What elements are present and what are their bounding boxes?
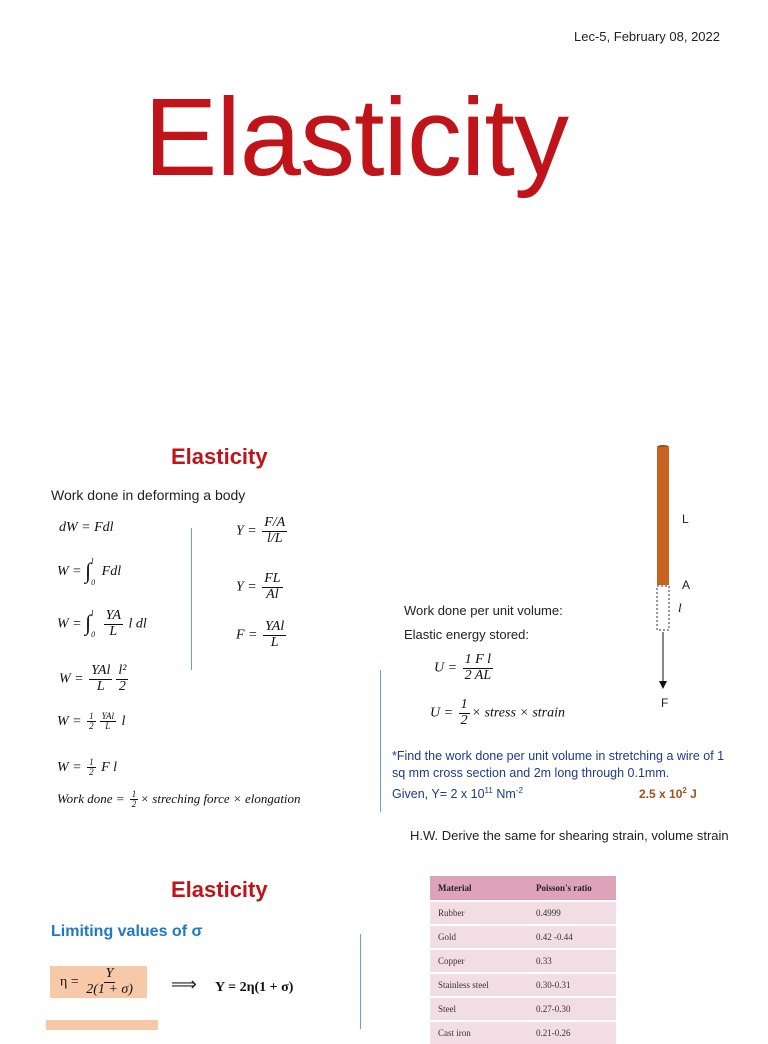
eta-lhs: η = xyxy=(60,974,79,990)
cell-ratio: 0.27-0.30 xyxy=(528,997,616,1021)
arrow-head xyxy=(659,681,667,689)
y2-den: Al xyxy=(266,586,279,602)
eq6-num: 1 xyxy=(89,757,94,767)
y-def-lhs: Y = xyxy=(236,523,257,539)
main-title: Elasticity xyxy=(144,76,568,199)
eq2-lhs: W = xyxy=(57,564,82,580)
eq3-lhs: W = xyxy=(57,616,82,632)
second-formula-box xyxy=(46,1020,158,1030)
u2-den: 2 xyxy=(460,712,468,728)
eta-num: Y xyxy=(105,966,114,981)
u1-lhs: U = xyxy=(434,660,458,676)
divider-line xyxy=(380,670,381,812)
eq5-num2: YAl xyxy=(101,711,114,721)
divider-line xyxy=(191,528,192,670)
table-row xyxy=(430,997,616,1021)
u1-num: 1 F l xyxy=(464,652,492,667)
y-result: Y = 2η(1 + σ) xyxy=(215,980,294,995)
eq-w-integral-ya xyxy=(57,609,147,639)
eq7-num: 1 xyxy=(131,789,137,799)
eq2-upper: l xyxy=(91,557,94,566)
eq-f-yal xyxy=(236,620,288,650)
homework-text: H.W. Derive the same for shearing strain, volume strain xyxy=(410,828,729,843)
eq3-num: YA xyxy=(105,608,122,623)
u2-num: 1 xyxy=(460,697,468,712)
eq4-lhs: W = xyxy=(59,671,84,687)
lecture-date: Lec-5, February 08, 2022 xyxy=(574,29,720,44)
f-den: L xyxy=(270,634,279,650)
eta-formula-box xyxy=(50,966,147,998)
given-post: Nm xyxy=(492,787,516,802)
answer-exp: 2 xyxy=(682,786,687,795)
cell-ratio: 0.21-0.26 xyxy=(528,1021,616,1044)
eq4-den1: L xyxy=(96,678,105,694)
wire-extension xyxy=(657,586,669,630)
y2-lhs: Y = xyxy=(236,579,257,595)
problem-line-1: *Find the work done per unit volume in stretching a wire of 1 xyxy=(392,749,725,763)
answer xyxy=(639,786,697,801)
f-lhs: F = xyxy=(236,627,258,643)
eq-u-stress-strain xyxy=(430,698,565,728)
y2-num: FL xyxy=(264,571,281,586)
eq3-upper: l xyxy=(91,609,94,619)
energy-heading-2: Elastic energy stored: xyxy=(404,627,530,642)
eq-w-half-fl xyxy=(57,758,117,778)
eq-w-integral xyxy=(57,557,121,587)
table-row xyxy=(430,949,616,973)
eq7-den: 2 xyxy=(131,799,137,810)
cell-ratio: 0.33 xyxy=(528,949,616,973)
wire-label-l: l xyxy=(678,600,682,615)
integral-sign: ∫ xyxy=(85,558,92,583)
eq6-rhs: F l xyxy=(101,760,118,776)
wire-label-L: L xyxy=(682,512,689,526)
eq4-den2: 2 xyxy=(118,678,126,694)
eq4-num2: l² xyxy=(118,663,127,678)
eq4-num1: YAl xyxy=(91,663,111,678)
u2-rhs: × stress × strain xyxy=(471,705,566,721)
table-row xyxy=(430,973,616,997)
eq6-lhs: W = xyxy=(57,760,82,776)
cell-material: Cast iron xyxy=(430,1021,528,1044)
eq6-den: 2 xyxy=(89,767,94,778)
given-exp: 11 xyxy=(484,786,493,795)
given-exp2: -2 xyxy=(515,786,523,795)
slide2-subtitle: Limiting values of σ xyxy=(51,923,203,940)
y-def-den: l/L xyxy=(266,530,283,546)
f-num: YAl xyxy=(265,619,285,634)
eq7-rhs: × streching force × elongation xyxy=(140,790,301,806)
given-pre: Given, Y= 2 x 10 xyxy=(392,787,485,802)
eq-w-yal xyxy=(59,664,130,694)
eq3-lower: 0 xyxy=(91,630,96,640)
eq3-den: L xyxy=(109,623,118,639)
slide2-title: Elasticity xyxy=(171,877,268,902)
eq2-lower: 0 xyxy=(91,578,96,587)
cell-material: Copper xyxy=(430,949,528,973)
eq7-lhs: Work done = xyxy=(57,790,125,806)
wire-label-F: F xyxy=(661,696,669,710)
implies-arrow: ⟹ xyxy=(171,974,197,995)
wire-body xyxy=(657,447,669,585)
u1-den: 2 AL xyxy=(464,667,492,683)
slide1-title: Elasticity xyxy=(171,444,268,469)
table-row xyxy=(430,901,616,925)
problem-line-3 xyxy=(392,782,762,803)
eq-dw: dW = Fdl xyxy=(59,520,114,535)
cell-material: Rubber xyxy=(430,901,528,925)
eq-y-fl xyxy=(236,572,285,602)
integral-sign: ∫ xyxy=(85,610,92,636)
answer-pre: 2.5 x 10 xyxy=(639,787,683,801)
problem-line-2: sq mm cross section and 2m long through 0.1mm. xyxy=(392,766,670,780)
cell-material: Steel xyxy=(430,997,528,1021)
poisson-table xyxy=(430,876,616,1044)
table-row xyxy=(430,925,616,949)
eq3-rhs: l dl xyxy=(128,616,147,632)
answer-post: J xyxy=(686,787,697,801)
divider-line xyxy=(360,934,361,1029)
cell-ratio: 0.4999 xyxy=(528,901,616,925)
eq5-lhs: W = xyxy=(57,714,82,730)
eq5-den1: 2 xyxy=(89,721,94,732)
poisson-table-wrap xyxy=(430,876,616,1044)
cell-material: Stainless steel xyxy=(430,973,528,997)
table-header-row xyxy=(430,876,616,901)
cell-material: Gold xyxy=(430,925,528,949)
wire-label-A: A xyxy=(682,578,691,592)
eta-den: 2(1 + σ) xyxy=(86,981,133,997)
eq5-den2: L xyxy=(105,721,111,732)
eq-work-done xyxy=(57,790,301,810)
eq-y-definition xyxy=(236,516,289,546)
header-poisson: Poisson's ratio xyxy=(528,876,616,901)
cell-ratio: 0.42 -0.44 xyxy=(528,925,616,949)
eq-u-fl xyxy=(434,653,495,683)
problem-text xyxy=(392,748,762,803)
slide1-intro: Work done in deforming a body xyxy=(51,487,246,503)
y-def-num: F/A xyxy=(264,515,286,530)
cell-ratio: 0.30-0.31 xyxy=(528,973,616,997)
eq2-rhs: Fdl xyxy=(101,564,122,580)
table-row xyxy=(430,1021,616,1044)
wire-diagram xyxy=(640,440,700,700)
header-material: Material xyxy=(430,876,528,901)
eq5-num1: 1 xyxy=(89,711,94,721)
eq-w-half-yal xyxy=(57,712,125,732)
u2-lhs: U = xyxy=(430,705,454,721)
eq5-rhs: l xyxy=(121,714,126,730)
energy-heading-1: Work done per unit volume: xyxy=(404,603,563,618)
